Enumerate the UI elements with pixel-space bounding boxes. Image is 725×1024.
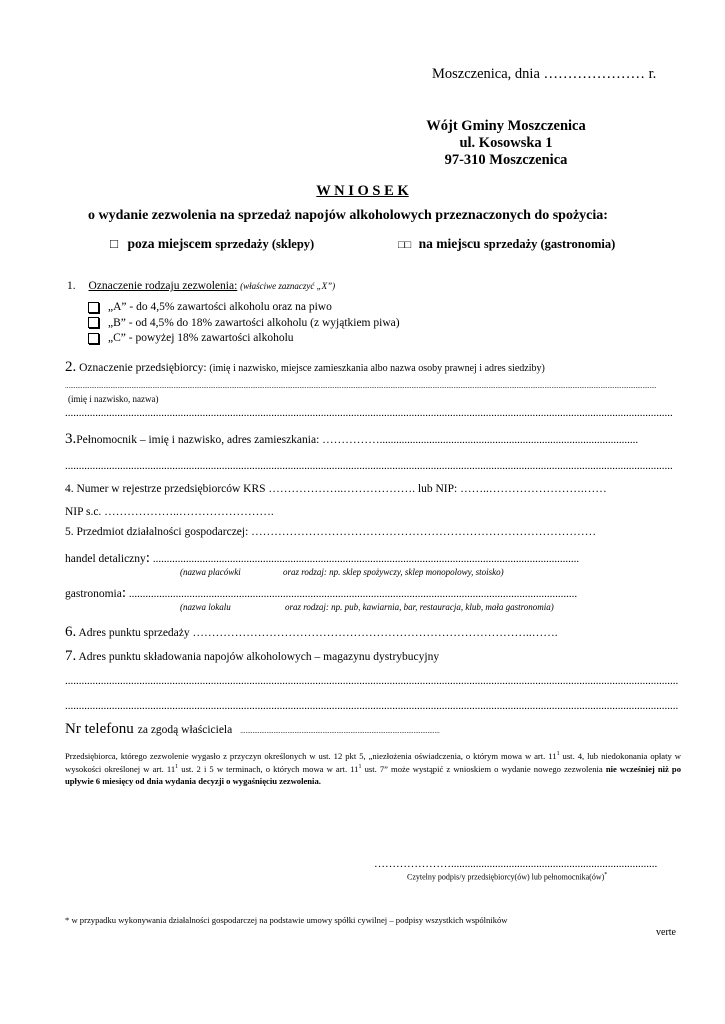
legal-note-line3: nowego zezwolenia: [533, 764, 606, 775]
section2-hint: (imię i nazwisko, miejsce zamieszkania albo nazwa osoby prawnej i adres siedziby): [209, 363, 545, 374]
permit-type-a[interactable]: [88, 300, 400, 316]
option-on-premises-label: na miejscu: [418, 236, 481, 251]
phone-row[interactable]: Nr telefonu za zgodą właściciela ..................................................................................................................: [65, 721, 440, 737]
signature-star: *: [604, 872, 608, 878]
legal-note-line1: Przedsiębiorca, którego zezwolenie wygasło z przyczyn określonych w ust. 12 pkt 5, „niezłożenia oświadczenia, o którym mowa w art. 11: [65, 750, 557, 761]
signature-caption-text: Czytelny podpis/y przedsiębiorcy(ów) lub pełnomocnika(ów): [407, 872, 605, 882]
section6-fill[interactable]: ……………………………………………………………………………..…….: [192, 627, 558, 639]
checkbox-icon[interactable]: [88, 333, 99, 344]
section2-number: 2.: [65, 359, 77, 375]
option-off-premises-desc: sprzedaży (sklepy): [215, 237, 315, 251]
permit-type-a-label: „A” - do 4,5% zawartości alkoholu oraz na piwo: [108, 301, 332, 313]
retail-hint-1: (nazwa placówki: [180, 567, 241, 577]
permit-type-c-label: „C” - powyżej 18% zawartości alkoholu: [108, 332, 294, 344]
section3-fill[interactable]: ……………: [322, 434, 380, 446]
section4-nip-sc[interactable]: NIP s.c. ………………..…………………….: [65, 506, 274, 518]
permit-type-b[interactable]: [88, 316, 400, 332]
entrepreneur-field-1[interactable]: ..................................................................................................................................................................................................................................................................................................................................................: [65, 382, 657, 390]
permit-type-list: [88, 300, 400, 347]
entrepreneur-field-2[interactable]: .............................................................................................................................................................................................................................: [65, 407, 673, 419]
option-on-premises: [398, 236, 615, 252]
sup: 1: [556, 751, 560, 757]
section3-heading: 3.Pełnomocnik – imię i nazwisko, adres zamieszkania: ……………..............................................................................................: [65, 431, 639, 447]
place-date: Moszczenica, dnia ………………… r.: [432, 66, 657, 82]
checkbox-icon[interactable]: □□: [398, 239, 412, 251]
sup: 1: [175, 764, 179, 771]
section2-label: Oznaczenie przedsiębiorcy:: [79, 362, 207, 374]
signature-caption: [407, 872, 607, 882]
section2-heading: [65, 359, 545, 376]
option-off-premises: [110, 236, 314, 252]
checkbox-icon[interactable]: □: [110, 236, 119, 251]
sup: 1: [358, 764, 362, 771]
checkbox-icon[interactable]: [88, 317, 99, 328]
section1-label: Oznaczenie rodzaju zezwolenia:: [88, 280, 238, 292]
section5-activity[interactable]: 5. Przedmiot działalności gospodarczej: ………………………………………………………………………………: [65, 526, 597, 538]
recipient-name: Wójt Gminy Moszczenica: [426, 118, 586, 134]
section6-label: Adres punktu sprzedaży: [78, 627, 190, 639]
permit-type-c[interactable]: [88, 331, 400, 347]
section7-label: Adres punktu składowania napojów alkoholowych – magazynu dystrybucyjny: [78, 651, 440, 663]
retail-label: handel detaliczny: [65, 553, 146, 565]
legal-note: [65, 749, 681, 787]
option-off-premises-label: poza miejscem: [127, 236, 212, 251]
recipient-address: [426, 118, 586, 169]
section6-sale-address[interactable]: [65, 624, 558, 641]
section7-heading: [65, 648, 439, 665]
legal-note-bold: nie wcześniej niż po upływie 6 miesięcy od dnia wydania decyzji o wygaśnięciu zezwolenia.: [65, 764, 681, 786]
section4-krs-nip[interactable]: 4. Numer w rejestrze przedsiębiorców KRS ………………..………………. lub NIP: ……..…………………….……: [65, 483, 607, 495]
recipient-city: 97-310 Moszczenica: [444, 152, 568, 168]
section1-hint: (właściwe zaznaczyć „X”): [240, 281, 336, 291]
document-subtitle: o wydanie zezwolenia na sprzedaż napojów alkoholowych przeznaczonych do spożycia:: [88, 208, 608, 223]
section7-number: 7.: [65, 648, 77, 664]
legal-note-line2-mid: ust. 2 i 5 w terminach, o których mowa w art. 11: [178, 764, 359, 775]
document-title: W N I O S E K: [316, 183, 409, 199]
legal-note-line1-end: ust. 4, lub: [559, 750, 599, 761]
section3-number: 3.: [65, 431, 77, 447]
retail-hint-2: oraz rodzaj: np. sklep spożywczy, sklep monopolowy, stoisko): [283, 567, 504, 577]
legal-note-line2-end: ust. 7” może wystąpić z wnioskiem o wydanie: [361, 764, 531, 775]
phone-consent: za zgodą właściciela: [137, 724, 233, 736]
retail-row[interactable]: handel detaliczny: ...........................................................................................................................................................: [65, 550, 580, 566]
section1-heading: [67, 280, 335, 292]
option-on-premises-desc: sprzedaży (gastronomia): [483, 237, 616, 251]
verte: verte: [656, 927, 676, 938]
section6-number: 6.: [65, 624, 77, 640]
gastro-hint-1: (nazwa lokalu: [180, 602, 231, 612]
storage-field-1[interactable]: ...............................................................................................................................................................................................................................: [65, 675, 679, 687]
proxy-field-2[interactable]: .............................................................................................................................................................................................................................: [65, 460, 673, 472]
gastro-row[interactable]: gastronomia: ...................................................................................................................................................................: [65, 585, 578, 601]
phone-label: Nr telefonu: [65, 721, 134, 737]
legal-note-line2: niedokonania opłaty w wysokości określonej w art. 11: [65, 750, 681, 775]
permit-type-b-label: „B” - od 4,5% do 18% zawartości alkoholu (z wyjątkiem piwa): [108, 316, 400, 329]
gastro-hint-2: oraz rodzaj: np. pub, kawiarnia, bar, restauracja, klub, mała gastronomia): [285, 602, 554, 612]
signature-line[interactable]: …………………...........................................................................: [374, 858, 658, 870]
footnote: * w przypadku wykonywania działalności gospodarczej na podstawie umowy spółki cywilnej – podpisy wszystkich wspólników: [65, 915, 508, 925]
section2-caption: (imię i nazwisko, nazwa): [68, 394, 159, 404]
recipient-street: ul. Kosowska 1: [459, 135, 553, 151]
storage-field-2[interactable]: ...............................................................................................................................................................................................................................: [65, 700, 679, 712]
gastro-label: gastronomia: [65, 588, 122, 600]
section3-label: Pełnomocnik – imię i nazwisko, adres zamieszkania:: [76, 434, 320, 446]
checkbox-icon[interactable]: [88, 302, 99, 313]
section1-number: 1.: [67, 280, 76, 292]
